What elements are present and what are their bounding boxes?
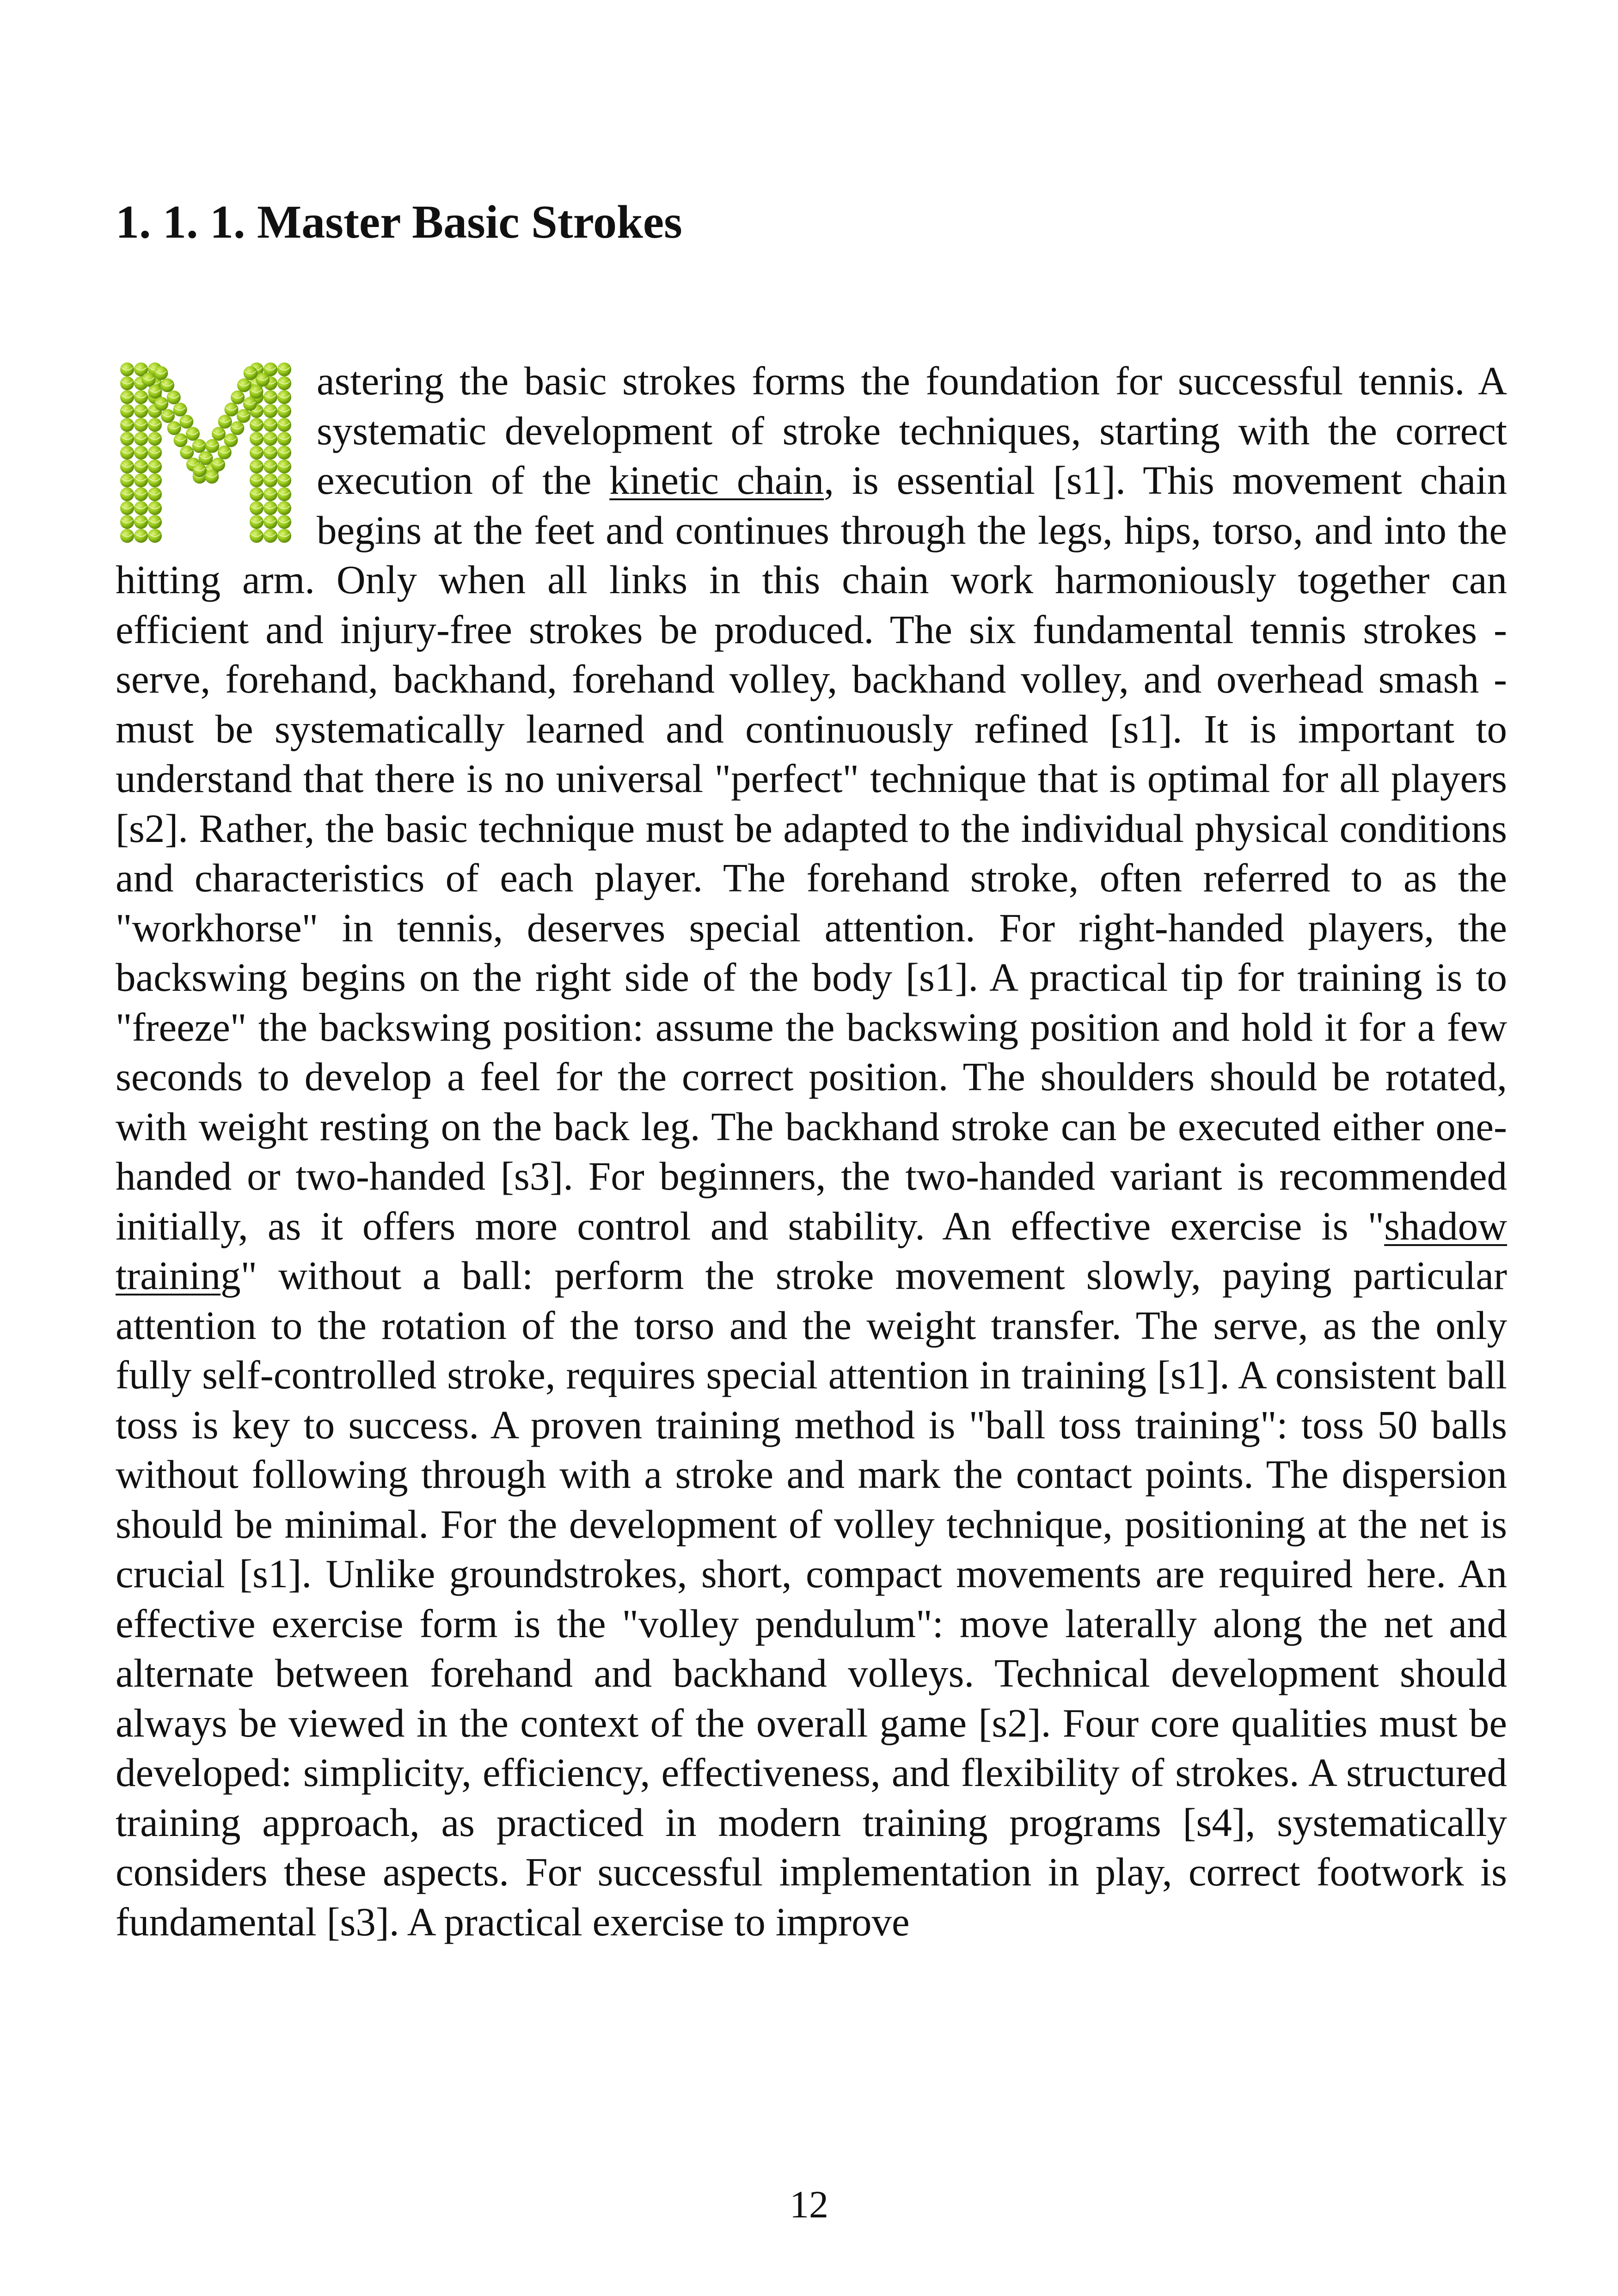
tennis-ball-icon — [277, 390, 291, 404]
tennis-ball-icon — [250, 460, 264, 473]
tennis-ball-icon — [277, 501, 291, 515]
tennis-ball-icon — [264, 529, 277, 543]
paragraph-tail-text: " without a ball: perform the stroke movement slowly, paying particular attention to the rotation of the torso and the weight transfer. The serve, as the only fully self-controlled stroke, requires special attention in training [s1]. A consistent ball toss is key to success. A proven training method is "ball toss training": toss 50 balls without following through with a stroke and mark the contact points. The dispersion should be minimal. For the development of volley technique, positioning at the net is crucial [s1]. Unlike groundstrokes, short, compact movements are required here. An effective exercise form is the "volley pendulum": move laterally along the net and alternate between forehand and backhand volleys. Technical development should always be viewed in the context of the overall game [s2]. Four core qualities must be developed: simplicity, efficiency, effectiveness, and flexibility of strokes. A structured training approach, as practiced in modern training programs [s4], systematically considers these aspects. For successful implementation in play, correct footwork is fundamental [s3]. A practical exercise to improve — [116, 1253, 1507, 1944]
tennis-ball-icon — [205, 470, 219, 484]
tennis-ball-icon — [120, 515, 134, 529]
tennis-ball-icon — [180, 446, 194, 460]
tennis-ball-icon — [120, 390, 134, 404]
tennis-ball-icon — [277, 446, 291, 460]
tennis-ball-icon — [277, 362, 291, 376]
tennis-ball-icon — [134, 418, 148, 432]
tennis-ball-icon — [264, 515, 277, 529]
tennis-ball-icon — [148, 385, 162, 399]
tennis-ball-icon — [225, 403, 239, 417]
tennis-ball-icon — [264, 404, 277, 418]
tennis-ball-icon — [192, 439, 206, 453]
page-number: 12 — [790, 2183, 828, 2226]
tennis-ball-icon — [264, 390, 277, 404]
tennis-ball-icon — [264, 418, 277, 432]
tennis-ball-icon — [250, 418, 264, 432]
paragraph-mid-text: , is essential [s1]. This movement chain begins at the feet and continues through the legs, hips, torso, and into the hitting arm. Only when all links in this chain work harmoniously together can efficient and injury-free strokes be produced. The six fundamental tennis strokes - serve, forehand, backhand, forehand volley, backhand volley, and overhead smash - must be systematically learned and continuously refined [s1]. It is important to understand that there is no universal "perfect" technique that is optimal for all players [s2]. Rather, the basic technique must be adapted to the individual physical conditions and characteristics of each player. The forehand stroke, often referred to as the "workhorse" in tennis, deserves special attention. For right-handed players, the backswing begins on the right side of the body [s1]. A practical tip for training is to "freeze" the backswing position: assume the backswing position and hold it for a few seconds to develop a feel for the correct position. The shoulders should be rotated, with weight resting on the back leg. The backhand stroke can be executed either one-handed or two-handed [s3]. For beginners, the two-handed variant is recommended initially, as it offers more control and stability. An effective exercise is " — [116, 458, 1507, 1248]
tennis-ball-icon — [250, 501, 264, 515]
tennis-ball-icon — [148, 418, 162, 432]
tennis-ball-icon — [120, 446, 134, 460]
tennis-ball-icon — [148, 460, 162, 473]
tennis-ball-icon — [231, 391, 245, 405]
tennis-ball-icon — [148, 515, 162, 529]
tennis-ball-icon — [277, 460, 291, 473]
tennis-ball-icon — [186, 427, 200, 441]
tennis-ball-icon — [134, 432, 148, 446]
tennis-ball-icon — [120, 501, 134, 515]
tennis-ball-icon — [264, 460, 277, 473]
tennis-ball-icon — [120, 460, 134, 473]
body-paragraph — [116, 356, 1507, 1946]
tennis-ball-icon — [264, 473, 277, 487]
shadow-training-link[interactable]: shadow training — [116, 1203, 1507, 1298]
tennis-ball-icon — [243, 397, 257, 411]
tennis-ball-icon — [148, 487, 162, 501]
tennis-ball-icon — [264, 432, 277, 446]
tennis-ball-icon — [250, 487, 264, 501]
tennis-ball-icon — [250, 529, 264, 543]
tennis-ball-icon — [134, 460, 148, 473]
tennis-ball-icon — [148, 446, 162, 460]
tennis-ball-icon — [193, 463, 207, 477]
tennis-ball-icon — [250, 473, 264, 487]
tennis-ball-icon — [134, 515, 148, 529]
tennis-ball-icon — [154, 397, 168, 411]
tennis-ball-icon — [250, 385, 264, 399]
tennis-ball-icon — [173, 403, 187, 417]
tennis-ball-icon — [120, 362, 134, 376]
tennis-ball-icon — [250, 432, 264, 446]
tennis-ball-icon — [120, 432, 134, 446]
tennis-ball-icon — [134, 473, 148, 487]
tennis-ball-icon — [277, 473, 291, 487]
section-heading: 1. 1. 1. Master Basic Strokes — [116, 196, 682, 248]
tennis-ball-icon — [120, 473, 134, 487]
tennis-ball-icon — [160, 378, 174, 392]
tennis-ball-icon — [205, 439, 219, 453]
tennis-ball-icon — [134, 390, 148, 404]
tennis-ball-icon — [224, 433, 238, 447]
tennis-ball-icon — [277, 515, 291, 529]
tennis-ball-icon — [120, 376, 134, 390]
tennis-ball-icon — [120, 487, 134, 501]
tennis-ball-icon — [264, 446, 277, 460]
tennis-ball-icon — [277, 376, 291, 390]
tennis-ball-icon — [277, 432, 291, 446]
tennis-ball-icon — [277, 487, 291, 501]
tennis-ball-icon — [277, 418, 291, 432]
tennis-ball-icon — [199, 451, 213, 465]
tennis-ball-icon — [161, 409, 175, 423]
tennis-ball-icon — [148, 473, 162, 487]
tennis-ball-icon — [148, 501, 162, 515]
tennis-ball-icon — [134, 404, 148, 418]
tennis-ball-icon — [211, 458, 225, 472]
tennis-ball-icon — [120, 418, 134, 432]
tennis-ball-icon — [154, 366, 168, 380]
tennis-ball-icon — [237, 378, 251, 392]
tennis-ball-icon — [277, 404, 291, 418]
tennis-ball-icon — [120, 404, 134, 418]
tennis-ball-icon — [218, 415, 232, 429]
tennis-ball-icon — [264, 487, 277, 501]
tennis-ball-icon — [218, 446, 232, 460]
tennis-ball-icon — [230, 421, 244, 435]
tennis-ball-icon — [134, 487, 148, 501]
tennis-ball-icon — [264, 501, 277, 515]
tennis-ball-icon — [134, 446, 148, 460]
tennis-ball-icon — [148, 529, 162, 543]
tennis-ball-icon — [174, 433, 188, 447]
tennis-ball-icon — [244, 366, 257, 380]
tennis-ball-dropcap-m-icon — [116, 358, 298, 545]
tennis-ball-icon — [120, 529, 134, 543]
tennis-ball-icon — [237, 409, 251, 423]
tennis-ball-icon — [142, 373, 156, 387]
tennis-ball-icon — [148, 432, 162, 446]
kinetic-chain-link[interactable]: kinetic chain — [609, 458, 824, 503]
tennis-ball-icon — [212, 427, 226, 441]
tennis-ball-icon — [179, 415, 193, 429]
tennis-ball-icon — [256, 373, 270, 387]
tennis-ball-icon — [167, 421, 181, 435]
tennis-ball-icon — [134, 501, 148, 515]
tennis-ball-icon — [250, 446, 264, 460]
tennis-ball-icon — [167, 391, 181, 405]
tennis-ball-icon — [277, 529, 291, 543]
tennis-ball-icon — [134, 529, 148, 543]
tennis-ball-icon — [250, 515, 264, 529]
paragraph-lead-text: astering the basic strokes forms the foundation for successful tennis. A systematic development of stroke techniques, starting with the correct execution of the — [317, 358, 1507, 503]
